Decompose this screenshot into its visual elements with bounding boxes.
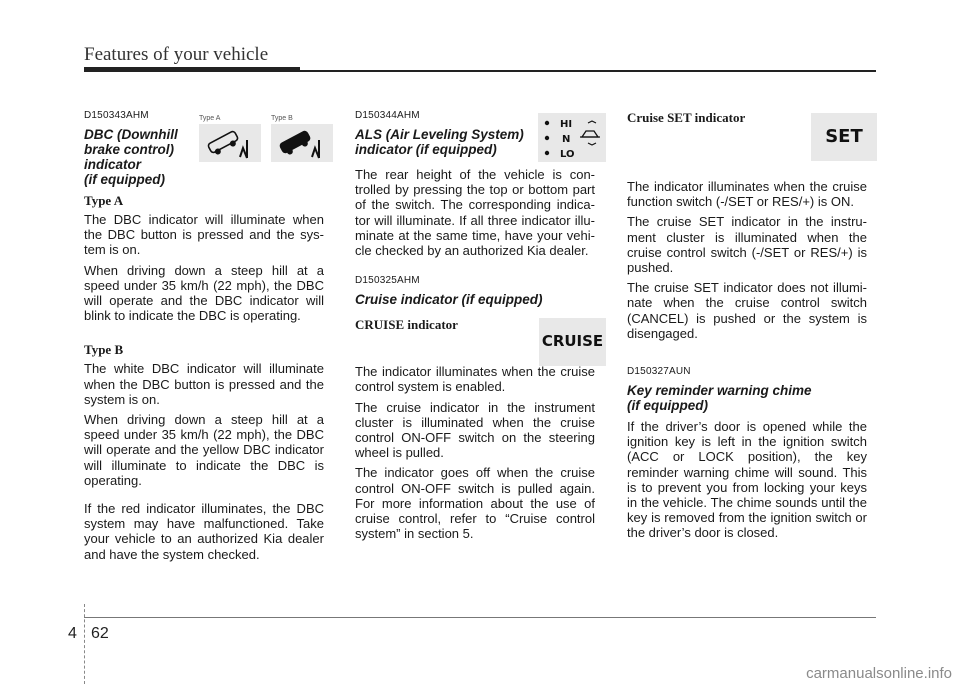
section-code: D150325AHM	[355, 275, 420, 287]
heading-line: indicator	[84, 157, 142, 172]
section-code: D150327AUN	[627, 366, 691, 378]
type-b-heading: Type B	[84, 342, 124, 358]
section-heading-key-reminder	[627, 383, 867, 413]
cruise-set-subhead: Cruise SET indicator	[627, 110, 746, 125]
paragraph: The cruise indicator in the instrument cluster is illuminated when the cruise control ON-OFF switch on the steering wheel is pulled.	[355, 399, 595, 461]
column-dbc	[84, 110, 324, 567]
set-icon-text: SET	[825, 126, 863, 147]
paragraph: The white DBC indicator will illuminate when the DBC button is pressed and the system is on.	[84, 361, 324, 407]
column-set-key-reminder	[627, 110, 867, 546]
als-n-label: N	[562, 134, 571, 145]
section-heading-cruise: Cruise indicator (if equipped)	[355, 292, 543, 308]
page-number: 62	[91, 625, 109, 642]
paragraph: When driving down a steep hill at a speed under 35 km/h (22 mph), the DBC will operate and the yellow DBC indicator will illuminate to indicate the DBC is operating.	[84, 412, 324, 488]
paragraph: The indicator illuminates when the cruise control system is enabled.	[355, 364, 595, 395]
footer-divider	[84, 604, 85, 684]
als-lo-label: LO	[560, 149, 575, 160]
paragraph: The rear height of the vehicle is con-trolled by pressing the top or bottom part of the switch. The corresponding indica-tor will illuminate. If all three indicator illu-minate at the same time, have your vehi-cle checked by an authorized Kia dealer.	[355, 167, 595, 259]
footer-rule	[84, 617, 876, 618]
cruise-icon-text: CRUISE	[541, 332, 604, 350]
heading-line: DBC (Downhill	[84, 127, 178, 142]
heading-line: indicator (if equipped)	[355, 142, 497, 157]
type-b-label: Type B	[271, 115, 293, 122]
paragraph: The indicator goes off when the cruise control ON-OFF switch is pulled again. For more information about the use of cruise control, refer to “Cruise control system” in section 5.	[355, 465, 595, 542]
paragraph: If the red indicator illuminates, the DBC system may have malfunctioned. Take your vehicle to an authorized Kia dealer and have the system checked.	[84, 501, 324, 562]
heading-line: (if equipped)	[84, 172, 165, 187]
paragraph: If the driver’s door is opened while the ignition key is left in the ignition switch (ACC or LOCK position), the key reminder warning chime will sound. This is to prevent you from locking your keys in the vehicle. The chime sounds until the key is removed from the ignition switch or the driver’s door is closed.	[627, 419, 867, 541]
header-rule	[84, 70, 876, 72]
type-a-label: Type A	[199, 115, 221, 122]
paragraph: The indicator illuminates when the cruise function switch (-/SET or RES/+) is ON.	[627, 179, 867, 210]
heading-line: ALS (Air Leveling System)	[355, 127, 524, 142]
watermark: carmanualsonline.info	[806, 665, 952, 682]
paragraph: When driving down a steep hill at a speed under 35 km/h (22 mph), the DBC will operate and the DBC indicator will blink to indicate the DBC is operating.	[84, 262, 324, 324]
page-header-title: Features of your vehicle	[84, 44, 269, 65]
section-code: D150344AHM	[355, 110, 420, 121]
section-heading-dbc	[84, 127, 324, 187]
column-als-cruise	[355, 110, 595, 546]
section-heading-als	[355, 127, 533, 157]
als-hi-label: HI	[560, 119, 573, 130]
type-a-heading: Type A	[84, 193, 124, 208]
heading-line: (if equipped)	[627, 398, 708, 414]
cruise-indicator-subhead: CRUISE indicator	[355, 317, 458, 333]
paragraph: The cruise SET indicator does not illumi-nate when the cruise control switch (CANCEL) is pushed or the system is disengaged.	[627, 280, 867, 341]
section-code: D150343AHM	[84, 110, 149, 121]
paragraph: The cruise SET indicator in the instru-ment cluster is illuminated when the cruise control switch (-/SET or RES/+) is pushed.	[627, 214, 867, 276]
heading-line: Key reminder warning chime	[627, 383, 812, 399]
section-number: 4	[68, 625, 77, 642]
paragraph: The DBC indicator will illuminate when the DBC button is pressed and the sys-tem is on.	[84, 212, 324, 258]
heading-line: brake control)	[84, 142, 175, 157]
